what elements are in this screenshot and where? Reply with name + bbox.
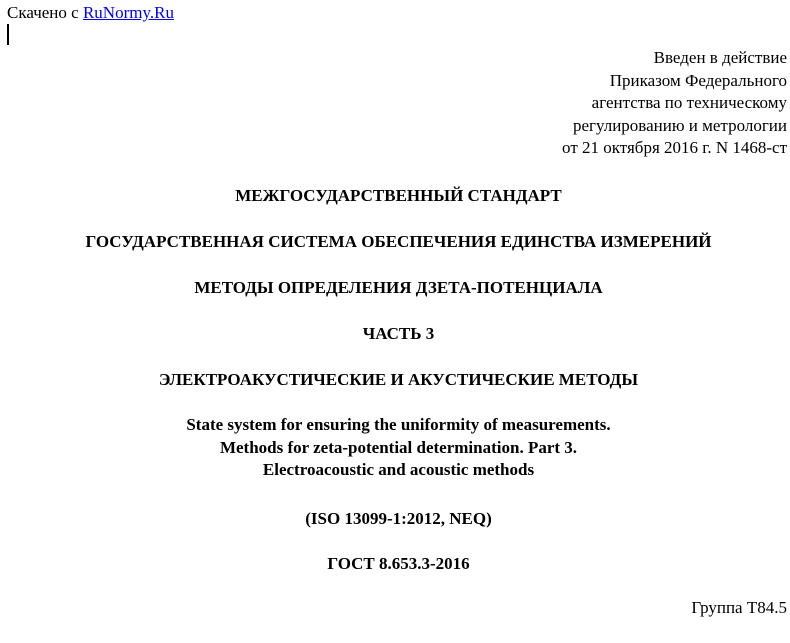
text-cursor (7, 24, 9, 45)
english-title (0, 414, 790, 482)
english-title-line: Methods for zeta-potential determination. Part 3. (219, 437, 578, 457)
heading-state-system: ГОСУДАРСТВЕННАЯ СИСТЕМА ОБЕСПЕЧЕНИЯ ЕДИНСТВА ИЗМЕРЕНИЙ (85, 232, 712, 251)
classification-group: Группа Т84.5 (691, 598, 787, 617)
source-line (7, 3, 174, 23)
iso-reference: (ISO 13099-1:2012, NEQ) (305, 509, 492, 528)
enactment-block (562, 47, 787, 160)
enactment-line: от 21 октября 2016 г. N 1468-ст (562, 138, 787, 158)
source-prefix: Скачено с (7, 3, 79, 22)
heading-subtitle: ЭЛЕКТРОАКУСТИЧЕСКИЕ И АКУСТИЧЕСКИЕ МЕТОДЫ (158, 370, 639, 389)
english-title-line: State system for ensuring the uniformity of measurements. (186, 415, 611, 434)
gost-number: ГОСТ 8.653.3-2016 (327, 554, 470, 573)
heading-interstate-standard: МЕЖГОСУДАРСТВЕННЫЙ СТАНДАРТ (235, 186, 562, 205)
enactment-line: Приказом Федерального (609, 70, 787, 90)
heading-part: ЧАСТЬ 3 (362, 324, 435, 343)
enactment-line: регулированию и метрологии (572, 115, 787, 135)
enactment-line: агентства по техническому (591, 93, 787, 113)
heading-methods: МЕТОДЫ ОПРЕДЕЛЕНИЯ ДЗЕТА-ПОТЕНЦИАЛА (194, 278, 603, 297)
source-link[interactable]: RuNormy.Ru (82, 3, 174, 22)
english-title-line: Electroacoustic and acoustic methods (262, 460, 535, 480)
enactment-line: Введен в действие (653, 48, 787, 67)
